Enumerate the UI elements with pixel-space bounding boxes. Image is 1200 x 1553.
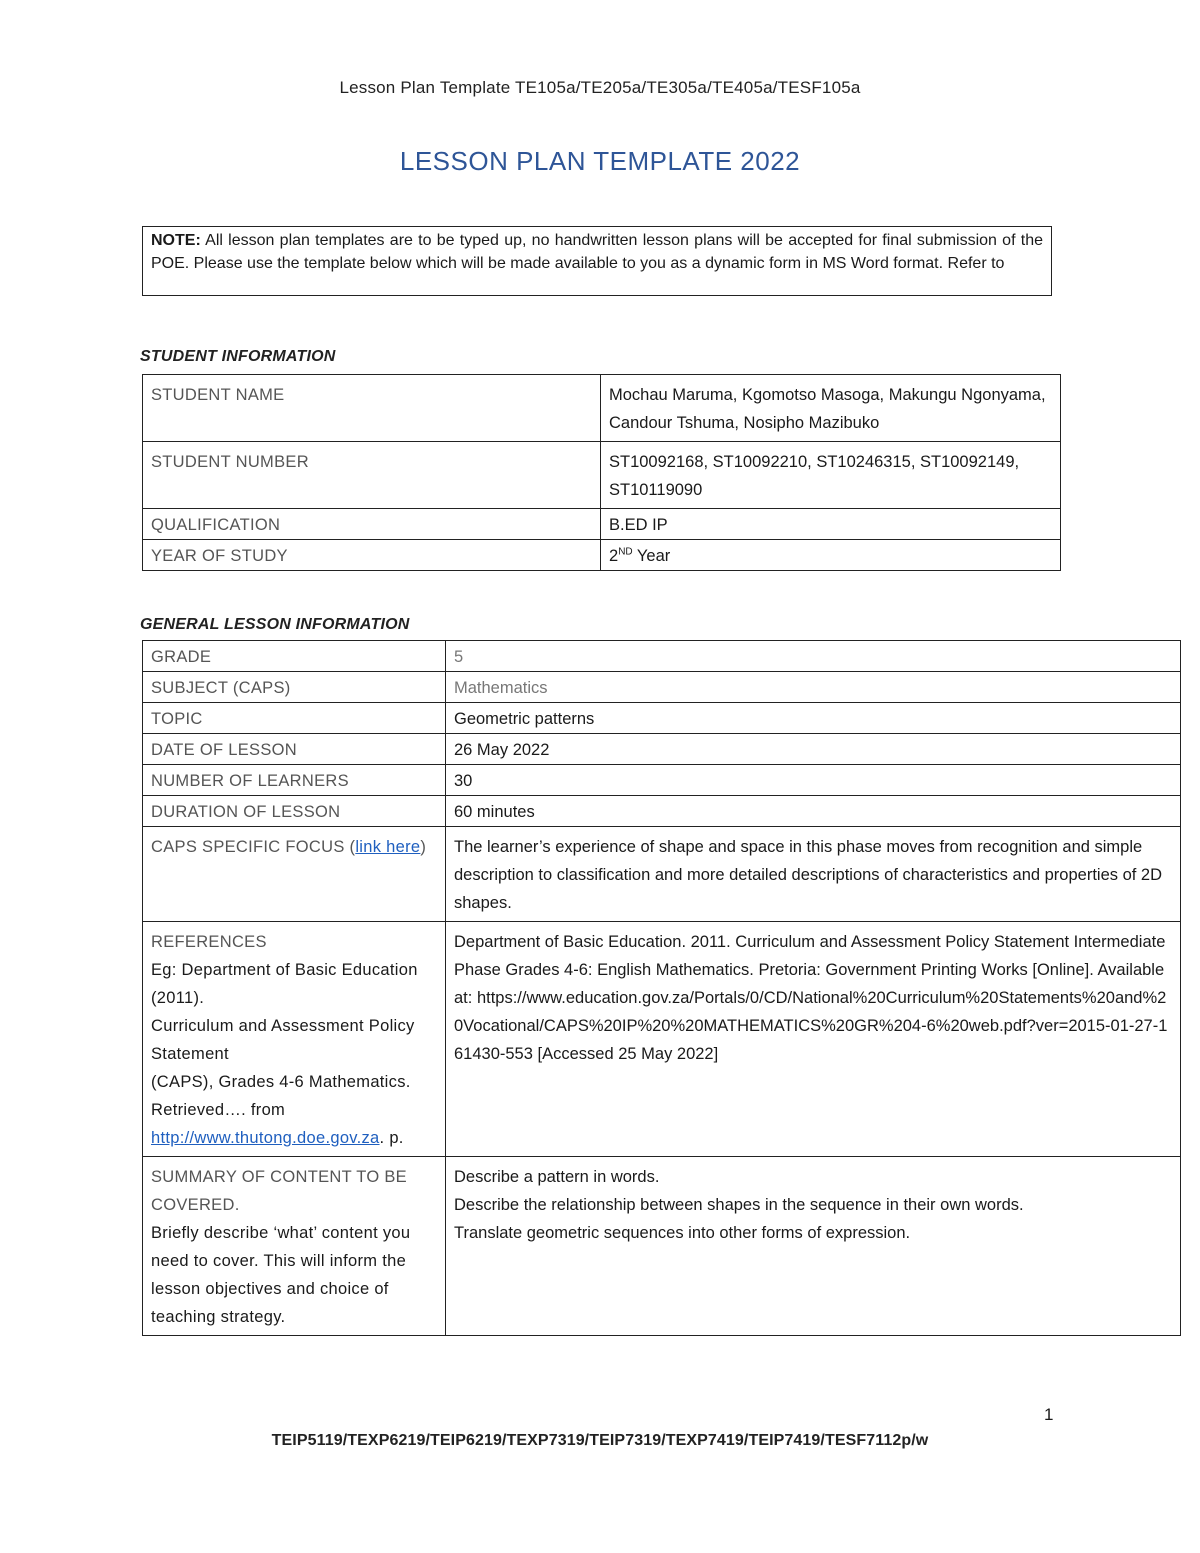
general-info-table [142, 640, 1181, 1336]
table-row [143, 375, 1061, 442]
references-example-line: Eg: Department of Basic Education (2011). [151, 961, 418, 1007]
table-row [143, 672, 1181, 703]
summary-line: Describe the relationship between shapes in the sequence in their own words. [454, 1196, 1024, 1214]
note-label: NOTE: [151, 232, 201, 249]
student-info-table [142, 374, 1061, 571]
learners-value: 30 [446, 765, 1181, 796]
learners-label: NUMBER OF LEARNERS [143, 765, 446, 796]
note-text: All lesson plan templates are to be typed up, no handwritten lesson plans will be accepted for final submission of the POE. Please use the template below which will be made available to you as a dynamic form in MS Word format. Refer to [151, 232, 1044, 272]
references-label-cell [143, 922, 446, 1157]
table-row [143, 827, 1181, 922]
summary-hint: Briefly describe ‘what’ content you need to cover. This will inform the lesson objectives and choice of teaching strategy. [151, 1224, 411, 1326]
qualification-value: B.ED IP [601, 509, 1061, 540]
references-value [446, 922, 1181, 1157]
thutong-link[interactable]: http://www.thutong.doe.gov.za [151, 1129, 380, 1147]
table-row [143, 442, 1061, 509]
topic-value: Geometric patterns [446, 703, 1181, 734]
student-name-label: STUDENT NAME [143, 375, 601, 442]
references-example-line: (CAPS), Grades 4-6 Mathematics. Retrieved…. from http://www.thutong.doe.gov.za. p. [151, 1073, 411, 1147]
duration-value: 60 minutes [446, 796, 1181, 827]
summary-line: Describe a pattern in words. [454, 1168, 660, 1186]
reference-url: https://www.education.gov.za/Portals/0/CD/National%20Curriculum%20Statements%20and%20Vocational/CAPS%20IP%20%20MATHEMATICS%20GR%204-6%20web.pdf?ver=2015-01-27-161430-553 [454, 989, 1168, 1063]
summary-label-cell [143, 1157, 446, 1336]
page-header: Lesson Plan Template TE105a/TE205a/TE305a/TE405a/TESF105a [339, 78, 861, 97]
student-info-heading: STUDENT INFORMATION [140, 348, 336, 365]
qualification-label: QUALIFICATION [143, 509, 601, 540]
year-of-study-value [601, 540, 1061, 571]
references-example-line: Curriculum and Assessment Policy Statement [151, 1017, 415, 1063]
summary-label: SUMMARY OF CONTENT TO BE COVERED. [151, 1168, 407, 1214]
year-of-study-label: YEAR OF STUDY [143, 540, 601, 571]
references-label: REFERENCES [151, 933, 267, 951]
table-row [143, 1157, 1181, 1336]
grade-value: 5 [446, 641, 1181, 672]
student-number-value: ST10092168, ST10092210, ST10246315, ST10092149, ST10119090 [601, 442, 1061, 509]
student-name-value: Mochau Maruma, Kgomotso Masoga, Makungu Ngonyama, Candour Tshuma, Nosipho Mazibuko [601, 375, 1061, 442]
table-row [143, 641, 1181, 672]
page-footer: TEIP5119/TEXP6219/TEIP6219/TEXP7319/TEIP7319/TEXP7419/TEIP7419/TESF7112p/w [271, 1432, 929, 1449]
topic-label: TOPIC [143, 703, 446, 734]
date-value: 26 May 2022 [446, 734, 1181, 765]
reference-citation: Department of Basic Education. 2011. Curriculum and Assessment Policy Statement Intermediate Phase Grades 4-6: English Mathematics. Pretoria: Government Printing Works [Online]. Available at: [454, 933, 1166, 1007]
table-row [143, 540, 1061, 571]
table-row [143, 796, 1181, 827]
year-number: 2 [609, 547, 619, 565]
summary-value [446, 1157, 1181, 1336]
year-word: Year [632, 547, 671, 565]
caps-focus-value: The learner’s experience of shape and space in this phase moves from recognition and simple description to classification and more detailed descriptions of characteristics and properties of 2D shapes. [446, 827, 1181, 922]
student-number-label: STUDENT NUMBER [143, 442, 601, 509]
caps-focus-label [143, 827, 446, 922]
table-row [143, 734, 1181, 765]
table-row [143, 765, 1181, 796]
note-box [142, 226, 1052, 296]
table-row [143, 922, 1181, 1157]
date-label: DATE OF LESSON [143, 734, 446, 765]
subject-value: Mathematics [446, 672, 1181, 703]
caps-focus-label-suffix: ) [420, 838, 427, 856]
general-info-heading: GENERAL LESSON INFORMATION [140, 616, 410, 633]
caps-focus-label-prefix: CAPS SPECIFIC FOCUS ( [151, 838, 356, 856]
table-row [143, 703, 1181, 734]
subject-label: SUBJECT (CAPS) [143, 672, 446, 703]
reference-accessed: [Accessed 25 May 2022] [532, 1045, 719, 1063]
year-ordinal-suffix: ND [618, 546, 633, 558]
document-title: LESSON PLAN TEMPLATE 2022 [399, 146, 801, 176]
page-number: 1 [1044, 1405, 1054, 1424]
table-row [143, 509, 1061, 540]
summary-line: Translate geometric sequences into other forms of expression. [454, 1224, 911, 1242]
grade-label: GRADE [143, 641, 446, 672]
references-example [151, 956, 437, 1152]
caps-link[interactable]: link here [355, 838, 421, 856]
duration-label: DURATION OF LESSON [143, 796, 446, 827]
